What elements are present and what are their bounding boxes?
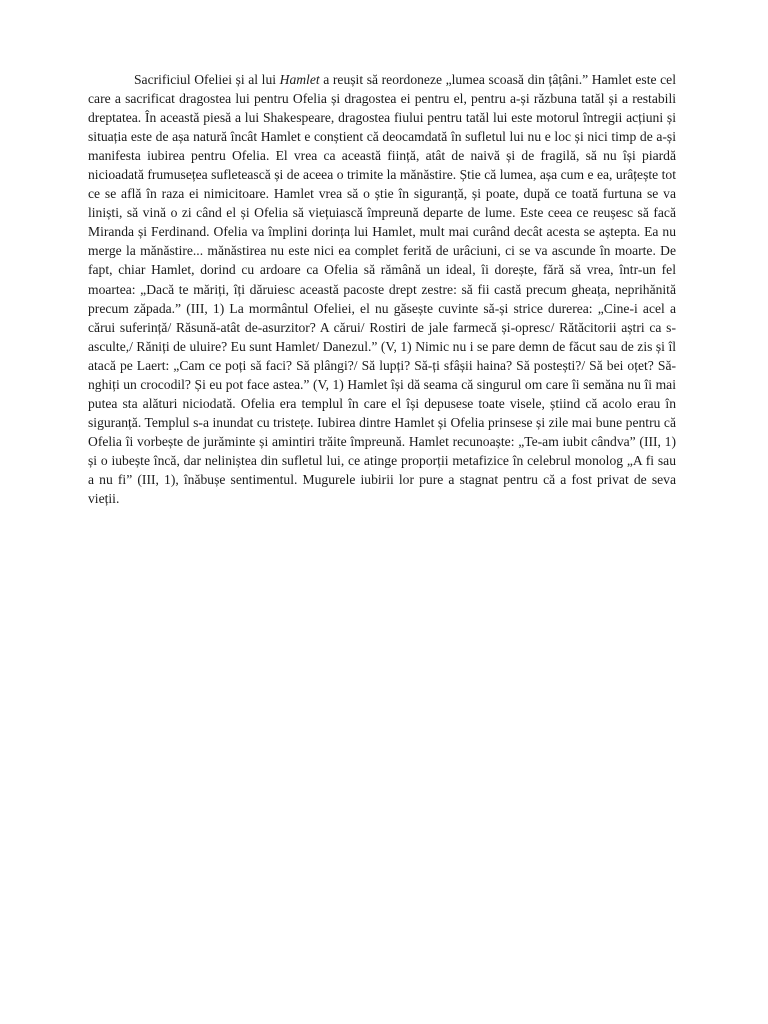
paragraph-text-rest: a reușit să reordoneze „lumea scoasă din țâțâni.” Hamlet este cel care a sacrificat dragostea lui pentru Ofelia și dragostea ei pentru el, pentru a-și răzbuna tatăl și a restabili dreptatea. În această piesă a lui Shakespeare, dragostea fiului pentru tatăl lui este motorul întregii acțiuni și situația este de așa natură încât Hamlet e conștient că deocamdată în sufletul lui nu e loc și nici timp de a-și manifesta iubirea pentru Ofelia. El vrea ca această ființă, atât de naivă și de fragilă, să nu își piardă nicioadată frumusețea sufletească și de aceea o trimite la mănăstire. Știe că lumea, așa cum e ea, urâțește tot ce se află în raza ei nimicitoare. Hamlet vrea să o știe în siguranță, și poate, după ce toată furtuna se va liniști, să vină o zi când el și Ofelia să viețuiască împreună departe de lume. Este ceea ce reușesc să facă Miranda și Ferdinand. Ofelia va împlini dorința lui Hamlet, mult mai curând decât acesta se aștepta. Ea nu merge la mănăstire... mănăstirea nu este nici ea complet ferită de urâciuni, ci se va ascunde în moarte. De fapt, chiar Hamlet, dorind cu ardoare ca Ofelia să rămână un ideal, îi dorește, fără să vrea, într-un fel moartea: „Dacă te măriți, îți dăruiesc această pacoste drept zestre: să fii castă precum gheața, neprihănită precum zăpada.” (III, 1) La mormântul Ofeliei, el nu găsește cuvinte să-și strice durerea: „Cine-i acel a cărui suferință/ Răsună-atât de-asurzitor? A cărui/ Rostiri de jale farmecă și-opresc/ Rătăcitorii aștri ca s-asculte,/ Răniți de uluire? Eu sunt Hamlet/ Danezul.” (V, 1) Nimic nu i se pare demn de făcut sau de zis și îl atacă pe Laert: „Cam ce poți să faci? Să plângi?/ Să lupți? Să-ți sfâșii haina? Să postești?/ Să bei oțet? Să-nghiți un crocodil? Și eu pot face astea.” (V, 1) Hamlet își dă seama că singurul om care îi semăna nu îi mai putea sta alături niciodată. Ofelia era templul în care el își depusese toate visele, știind că acolo erau în siguranță. Templul s-a inundat cu tristețe. Iubirea dintre Hamlet și Ofelia prinsese și zile mai bune pentru că Ofelia îi vorbește de jurăminte și amintiri trăite împreună. Hamlet recunoaște: „Te-am iubit cândva” (III, 1) și o iubește încă, dar neliniștea din sufletul lui, ce atinge proporții metafizice în celebrul monolog „A fi sau a nu fi” (III, 1), înăbușe sentimentul. Mugurele iubirii lor pure a stagnat pentru că a fost privat de seva vieții. [88, 72, 676, 507]
play-title: Hamlet [279, 72, 320, 87]
body-paragraph [88, 70, 676, 508]
paragraph-text-start: Sacrificiul Ofeliei și al lui [134, 72, 280, 87]
